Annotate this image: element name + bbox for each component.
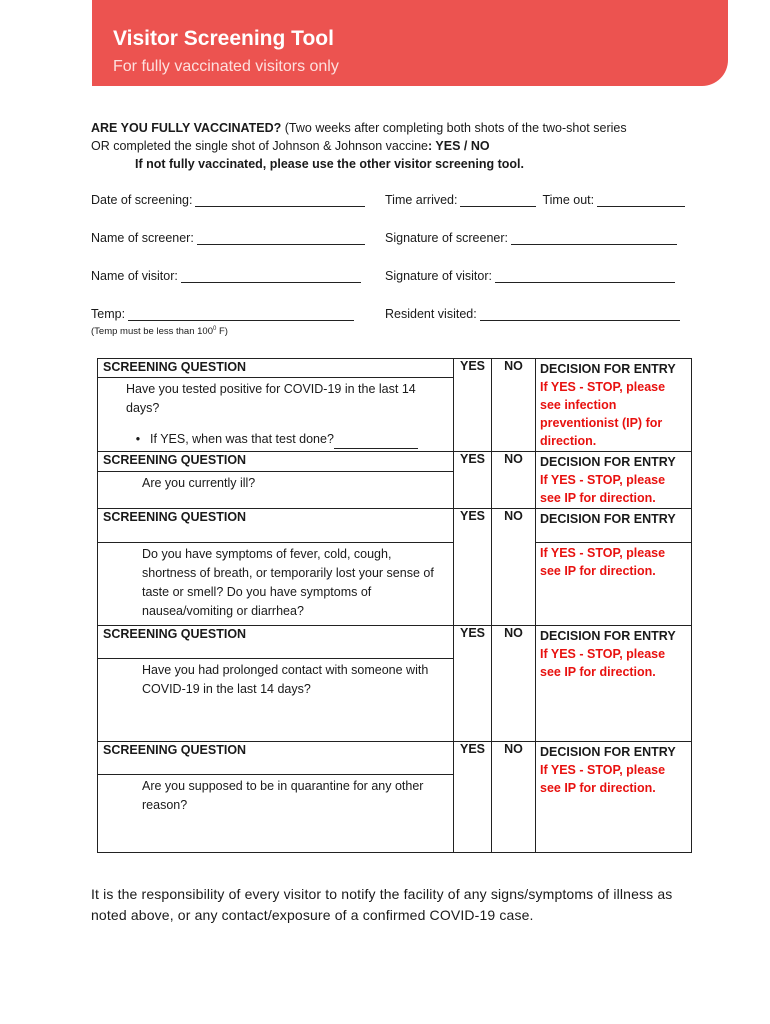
temp-note-b: F): [216, 326, 228, 338]
table-row: [98, 509, 692, 543]
decision-cell: [536, 626, 692, 742]
question-cell: [98, 472, 454, 509]
yes-label: YES: [459, 359, 485, 373]
not-vaccinated-note: If not fully vaccinated, please use the other visitor screening tool.: [135, 157, 524, 171]
test-date-line[interactable]: [126, 430, 445, 449]
page-title: Visitor Screening Tool: [113, 27, 334, 50]
decision-text: If YES - STOP, please see infection preventionist (IP) for direction.: [540, 380, 666, 448]
visitor-name-label: Name of visitor:: [91, 269, 178, 283]
no-label: NO: [504, 452, 523, 466]
decision-text: If YES - STOP, please see IP for direction.: [540, 763, 666, 795]
no-checkbox[interactable]: [492, 452, 536, 509]
decision-text: If YES - STOP, please see IP for direction.: [536, 543, 692, 626]
decision-cell: [536, 452, 692, 509]
screening-question-header: SCREENING QUESTION: [98, 742, 454, 775]
test-date-label: If YES, when was that test done?: [150, 432, 334, 446]
screener-name-label: Name of screener:: [91, 231, 194, 245]
time-arrived-label: Time arrived:: [385, 193, 458, 207]
question-cell: [98, 775, 454, 853]
visitor-signature-field[interactable]: [385, 269, 675, 283]
question-text: Are you supposed to be in quarantine for any other reason?: [142, 779, 424, 812]
no-label: NO: [504, 742, 523, 756]
yes-checkbox[interactable]: [454, 626, 492, 742]
resident-label: Resident visited:: [385, 307, 477, 321]
decision-cell: [536, 359, 692, 452]
screener-signature-blank[interactable]: [511, 232, 677, 245]
yes-label: YES: [459, 626, 485, 640]
question-text: Are you currently ill?: [142, 476, 256, 491]
resident-field[interactable]: [385, 307, 680, 321]
test-date-blank[interactable]: [334, 430, 418, 449]
responsibility-note: It is the responsibility of every visitor to notify the facility of any signs/symptoms of illness as noted above, or any contact/exposure of a confirmed COVID-19 case.: [91, 886, 673, 923]
date-blank[interactable]: [195, 194, 365, 207]
temp-label: Temp:: [91, 307, 126, 321]
vaccination-question: [91, 119, 691, 173]
question-text: Do you have symptoms of fever, cold, cough, shortness of breath, or temporarily lost your sense of taste or smell? Do you have symptoms of nausea/vomiting or diarrhea?: [142, 547, 434, 618]
screener-signature-field[interactable]: [385, 231, 677, 245]
question-text: Have you tested positive for COVID-19 in the last 14 days?: [126, 382, 416, 415]
question-cell: [98, 378, 454, 452]
date-field[interactable]: [91, 193, 365, 207]
date-label: Date of screening:: [91, 193, 193, 207]
screening-question-header: SCREENING QUESTION: [98, 359, 454, 378]
no-checkbox[interactable]: [492, 509, 536, 626]
visitor-name-blank[interactable]: [181, 270, 361, 283]
yes-label: YES: [459, 742, 485, 756]
decision-text: If YES - STOP, please see IP for direction.: [540, 473, 666, 505]
visitor-signature-label: Signature of visitor:: [385, 269, 492, 283]
resident-blank[interactable]: [480, 308, 680, 321]
decision-text: If YES - STOP, please see IP for direction.: [540, 647, 666, 679]
no-label: NO: [504, 509, 523, 523]
table-row: [98, 452, 692, 472]
screener-name-field[interactable]: [91, 231, 365, 245]
no-checkbox[interactable]: [492, 359, 536, 452]
vaccinated-question-text1: (Two weeks after completing both shots of the two-shot series: [281, 121, 627, 135]
time-out-blank[interactable]: [597, 194, 685, 207]
vaccinated-question-text2: OR completed the single shot of Johnson & Johnson vaccine: [91, 139, 429, 153]
temp-note-a: (Temp must be less than 100: [91, 326, 213, 338]
decision-header: DECISION FOR ENTRY: [540, 362, 676, 376]
screening-question-header: SCREENING QUESTION: [98, 509, 454, 543]
screener-signature-label: Signature of screener:: [385, 231, 508, 245]
time-arrived-blank[interactable]: [460, 194, 536, 207]
screening-question-header: SCREENING QUESTION: [98, 626, 454, 659]
screening-table: [97, 358, 692, 853]
screener-name-blank[interactable]: [197, 232, 365, 245]
page-subtitle: For fully vaccinated visitors only: [113, 58, 339, 75]
bullet-icon: •: [135, 432, 141, 446]
vaccinated-question-label: ARE YOU FULLY VACCINATED?: [91, 121, 282, 135]
table-row: [98, 543, 692, 626]
yes-checkbox[interactable]: [454, 509, 492, 626]
vaccinated-answer-options[interactable]: : YES / NO: [428, 139, 490, 153]
question-cell: [98, 659, 454, 742]
no-checkbox[interactable]: [492, 626, 536, 742]
yes-checkbox[interactable]: [454, 452, 492, 509]
screening-question-header: SCREENING QUESTION: [98, 452, 454, 472]
visitor-signature-blank[interactable]: [495, 270, 675, 283]
time-arrived-field[interactable]: [385, 193, 685, 207]
decision-header: DECISION FOR ENTRY: [540, 455, 676, 469]
table-row: [98, 742, 692, 775]
yes-checkbox[interactable]: [454, 742, 492, 853]
decision-header: DECISION FOR ENTRY: [540, 745, 676, 759]
time-out-label: Time out:: [542, 193, 595, 207]
decision-cell: [536, 742, 692, 853]
table-row: [98, 626, 692, 659]
yes-checkbox[interactable]: [454, 359, 492, 452]
temp-field[interactable]: [91, 307, 354, 321]
yes-label: YES: [459, 452, 485, 466]
temp-note-degree: 0: [212, 326, 217, 332]
decision-header: DECISION FOR ENTRY: [540, 629, 676, 643]
no-checkbox[interactable]: [492, 742, 536, 853]
yes-label: YES: [459, 509, 485, 523]
visitor-name-field[interactable]: [91, 269, 361, 283]
question-cell: [98, 543, 454, 626]
decision-header: DECISION FOR ENTRY: [536, 509, 692, 543]
no-label: NO: [504, 626, 523, 640]
no-label: NO: [504, 359, 523, 373]
question-text: Have you had prolonged contact with someone with COVID-19 in the last 14 days?: [142, 663, 429, 696]
temp-note: [91, 326, 228, 337]
header-banner: [92, 0, 728, 86]
table-row: [98, 359, 692, 378]
temp-blank[interactable]: [128, 308, 354, 321]
